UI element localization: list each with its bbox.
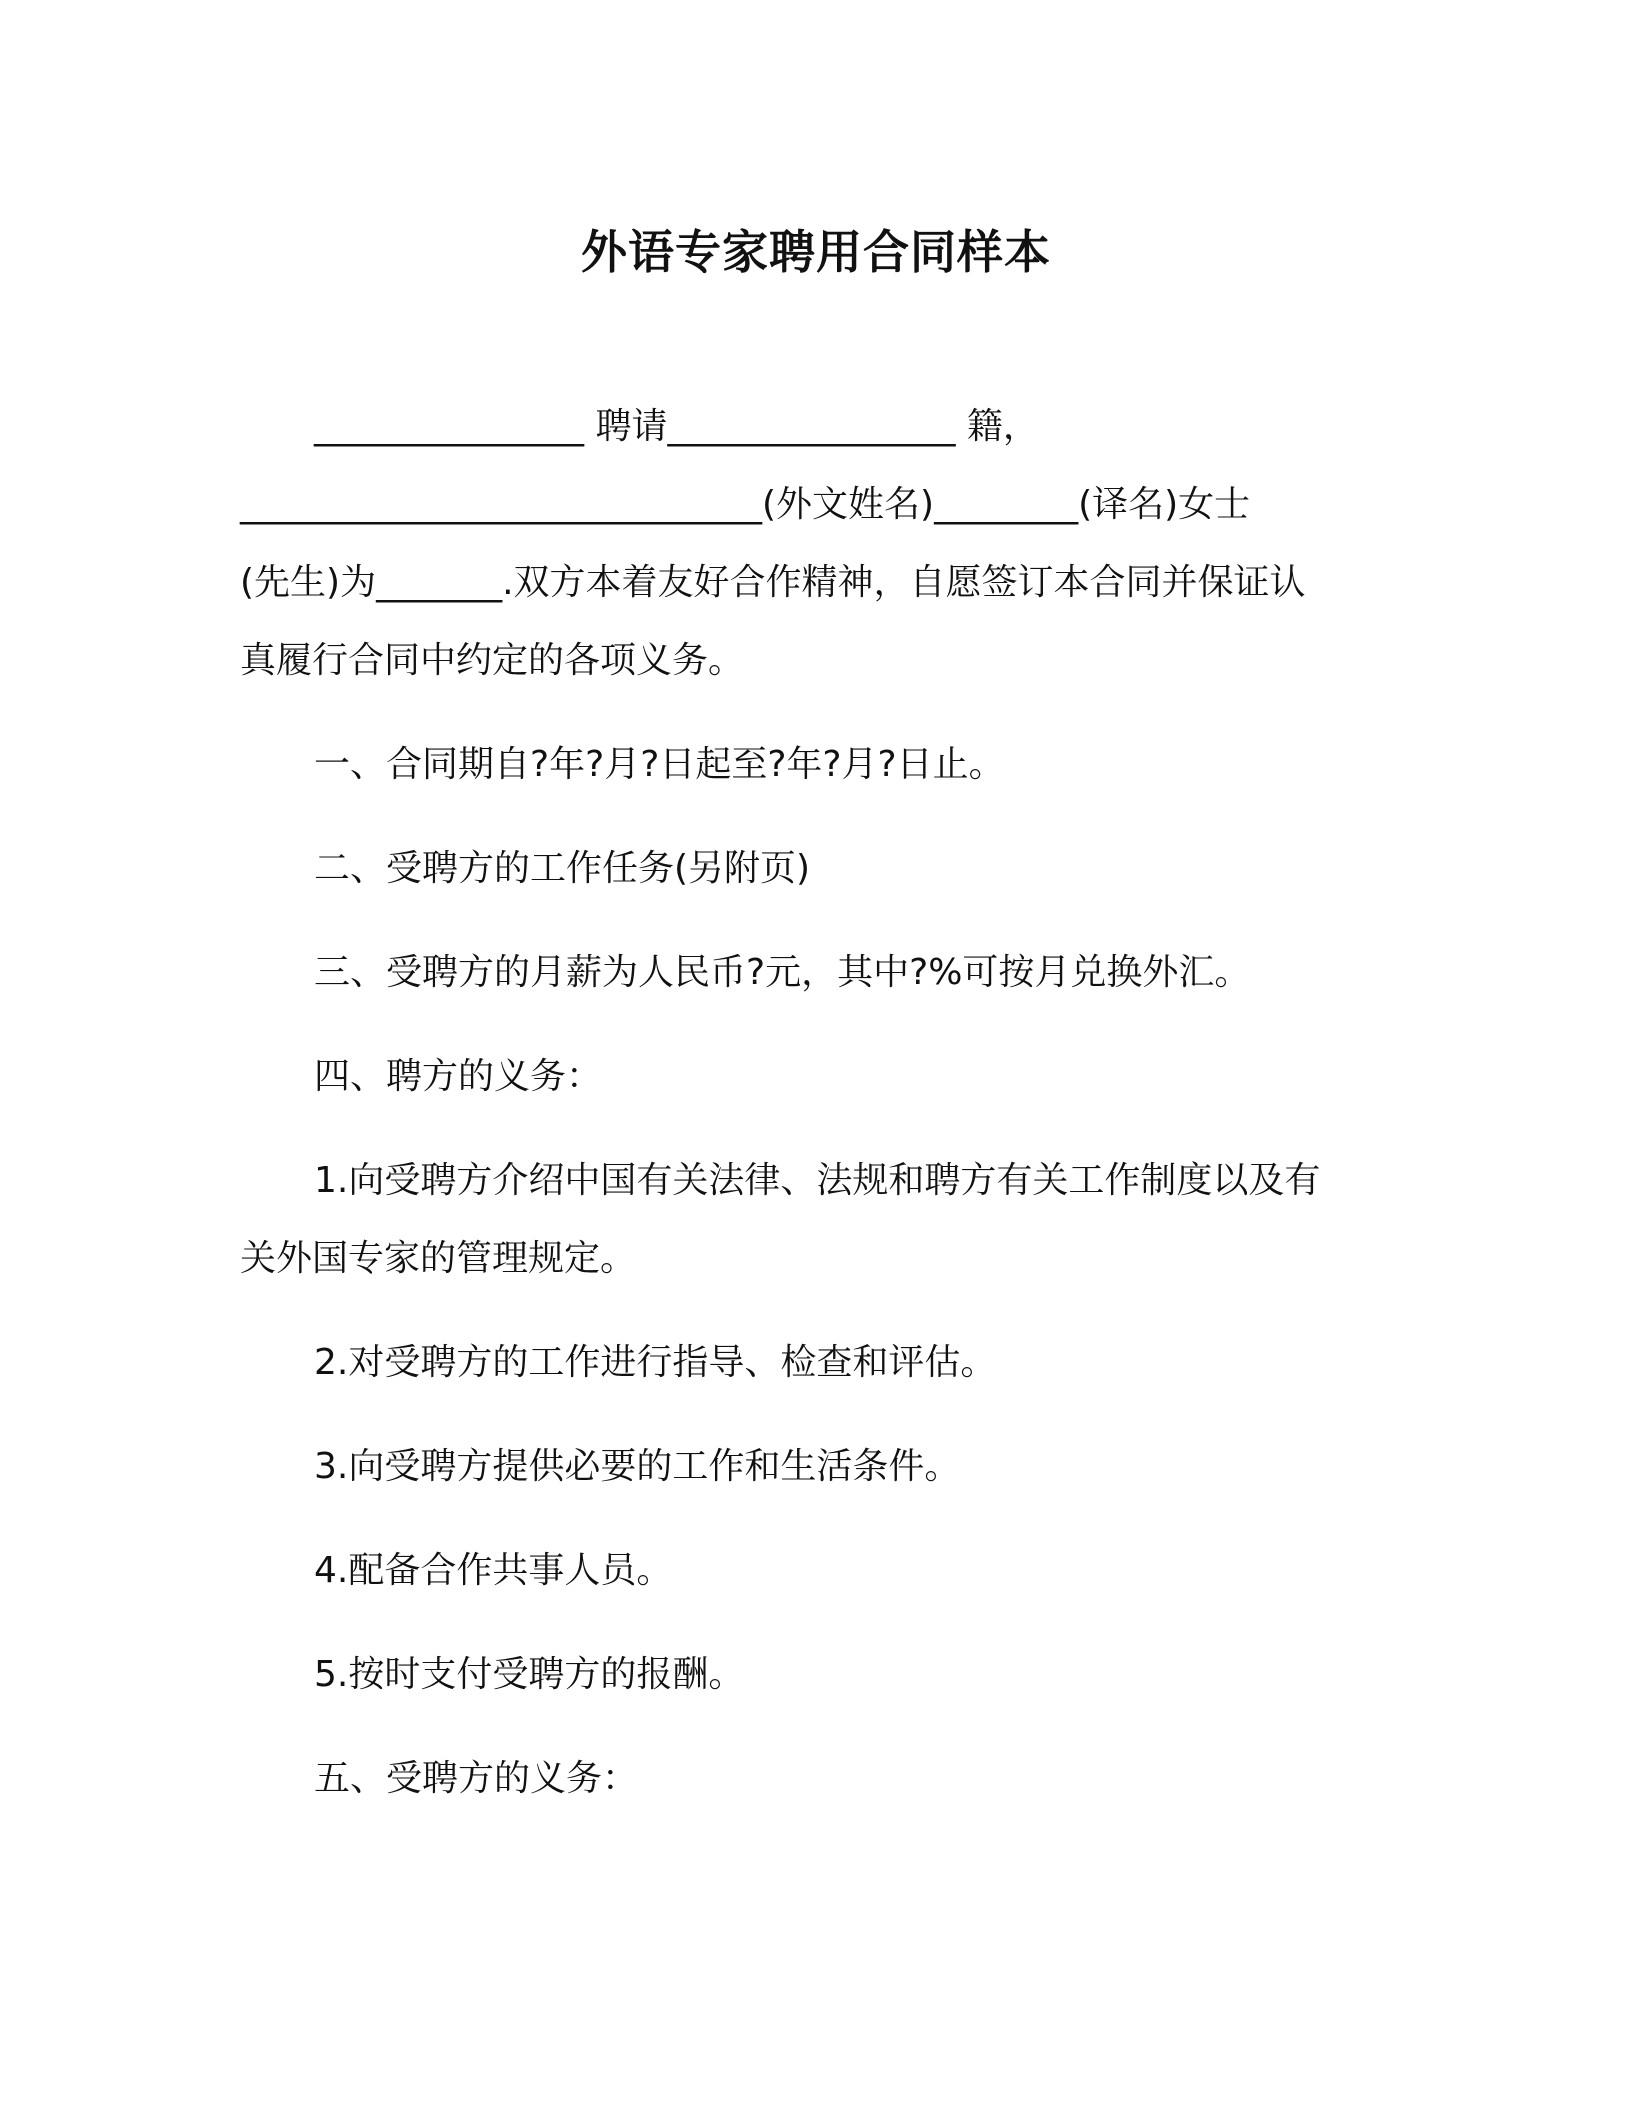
clause-4-item-3: 3.向受聘方提供必要的工作和生活条件。	[314, 1446, 961, 1487]
clause-4-item-1-line-1: 1.向受聘方介绍中国有关法律、法规和聘方有关工作制度以及有	[314, 1160, 1321, 1201]
clause-4-heading: 四、聘方的义务：	[314, 1056, 603, 1097]
intro-line-3: (先生)为_______.双方本着友好合作精神，自愿签订本合同并保证认	[240, 562, 1306, 603]
intro-line-1: _______________ 聘请________________ 籍，	[314, 406, 1039, 447]
clause-4-item-4: 4.配备合作共事人员。	[314, 1550, 673, 1591]
clause-4-item-2: 2.对受聘方的工作进行指导、检查和评估。	[314, 1342, 997, 1383]
clause-2: 二、受聘方的工作任务(另附页)	[314, 848, 811, 889]
document-title: 外语专家聘用合同样本	[581, 225, 1051, 279]
clause-4-item-1-line-2: 关外国专家的管理规定。	[240, 1238, 637, 1279]
intro-line-2: _____________________________(外文姓名)________(译名)女士	[240, 484, 1251, 525]
clause-1: 一、合同期自?年?月?日起至?年?月?日止。	[314, 744, 1005, 785]
clause-4-item-5: 5.按时支付受聘方的报酬。	[314, 1654, 745, 1695]
clause-3: 三、受聘方的月薪为人民币?元，其中?%可按月兑换外汇。	[314, 952, 1251, 993]
intro-line-4: 真履行合同中约定的各项义务。	[240, 640, 745, 681]
clause-5-heading: 五、受聘方的义务：	[314, 1758, 639, 1799]
